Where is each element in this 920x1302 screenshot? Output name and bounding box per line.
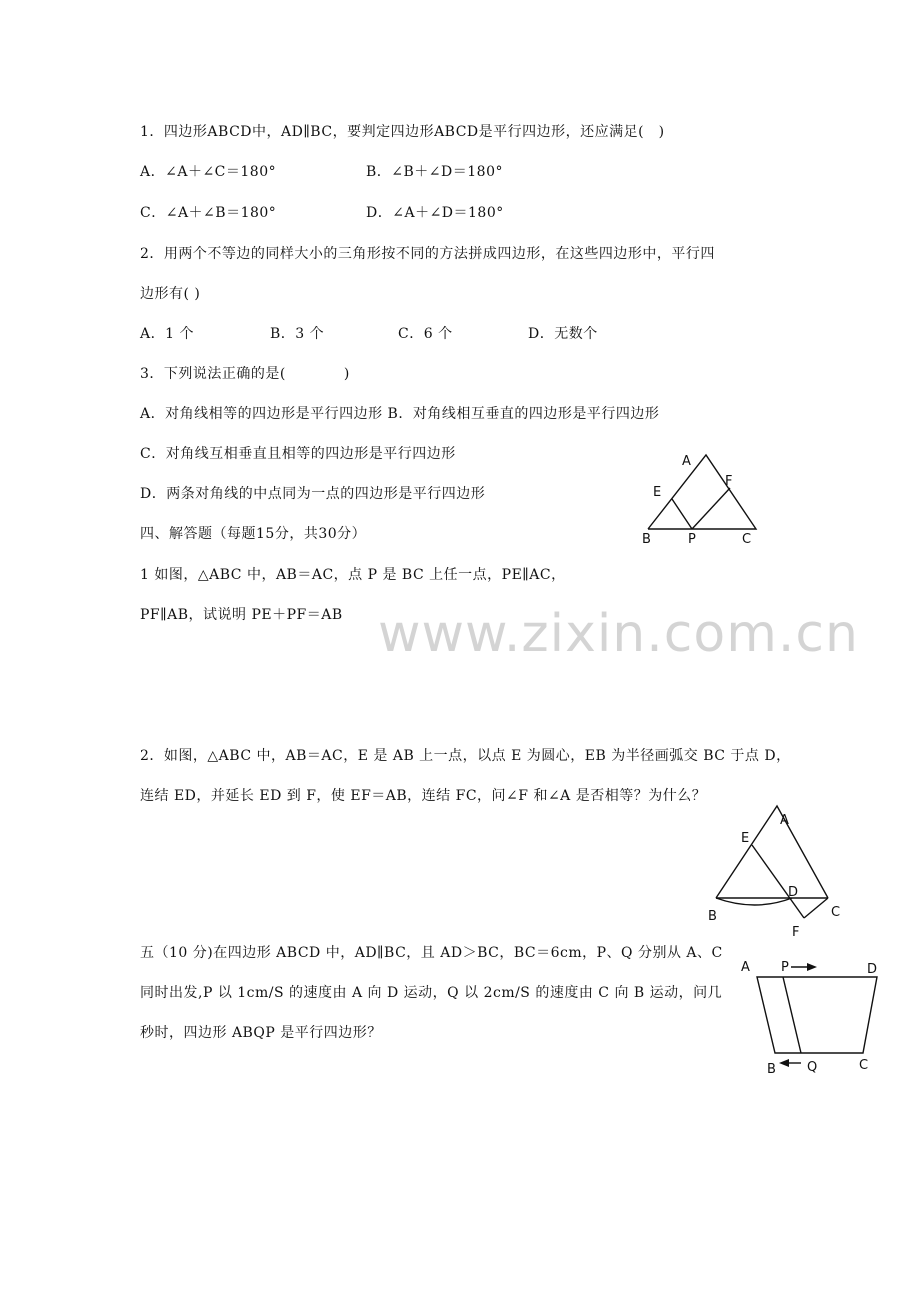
q3-option-ab: A．对角线相等的四边形是平行四边形 B．对角线相互垂直的四边形是平行四边形 [140, 406, 660, 422]
section4-heading: 四、解答题（每题15分，共30分） [140, 526, 367, 542]
figure2-label-e: E [741, 831, 750, 846]
figure2-segment-fc [804, 898, 828, 918]
figure2-label-d: D [788, 885, 799, 900]
figure2-triangle [716, 806, 828, 898]
figure2-label-a: A [780, 813, 789, 828]
q1-option-d: D．∠A＋∠D＝180° [366, 205, 504, 221]
q2-stem-line1: 2．用两个不等边的同样大小的三角形按不同的方法拼成四边形，在这些四边形中，平行四 [140, 246, 715, 262]
figure2-label-f: F [792, 925, 800, 940]
q3-option-d: D．两条对角线的中点同为一点的四边形是平行四边形 [140, 486, 486, 502]
q2-stem-line2: 边形有( ) [140, 286, 201, 302]
figure3-arrow-q-head [779, 1059, 789, 1067]
q3-stem: 3．下列说法正确的是( ) [140, 366, 350, 382]
figure1-segment-pf [692, 488, 730, 529]
figure3-label-c: C [859, 1058, 869, 1073]
figure1-label-a: A [682, 454, 691, 469]
figure1-segment-pe [672, 499, 692, 529]
figure3-label-p: P [781, 960, 789, 975]
q1-option-b: B．∠B＋∠D＝180° [366, 164, 503, 180]
figure1-label-p: P [688, 532, 696, 547]
figure2-label-c: C [831, 905, 841, 920]
section5-line1: 五（10 分)在四边形 ABCD 中，AD∥BC，且 AD＞BC，BC＝6cm，P、Q 分别从 A、C [140, 945, 723, 961]
section5-line2: 同时出发,P 以 1cm/S 的速度由 A 向 D 运动，Q 以 2cm/S 的速度由 C 向 B 运动，问几 [140, 985, 723, 1001]
figure3-label-q: Q [807, 1060, 818, 1075]
figure3-trapezoid [757, 977, 877, 1053]
figure3-label-d: D [867, 962, 878, 977]
q3-option-c: C．对角线互相垂直且相等的四边形是平行四边形 [140, 446, 456, 462]
figure3-segment-pq [783, 977, 801, 1053]
figure2-arc-bd [716, 898, 792, 905]
figure3-arrow-p-head [807, 963, 817, 971]
watermark: www.zixin.com.cn [378, 604, 859, 664]
figure1-label-f: F [725, 474, 733, 489]
figure3-trapezoid-diagram [735, 955, 885, 1080]
figure1-triangle-diagram [630, 445, 770, 555]
figure2-label-b: B [708, 909, 717, 924]
problem2-line2: 连结 ED，并延长 ED 到 F，使 EF＝AB，连结 FC，问∠F 和∠A 是否相等？为什么？ [140, 788, 707, 804]
problem1-line2: PF∥AB，试说明 PE＋PF＝AB [140, 607, 343, 623]
figure3-label-a: A [741, 960, 750, 975]
q2-option-b: B．3 个 [270, 326, 325, 342]
problem1-line1: 1 如图，△ABC 中，AB＝AC，点 P 是 BC 上任一点，PE∥AC， [140, 567, 566, 583]
q2-option-c: C．6 个 [398, 326, 453, 342]
figure1-label-b: B [642, 532, 651, 547]
figure2-triangle-arc-diagram [700, 800, 850, 940]
figure1-label-c: C [742, 532, 752, 547]
q1-option-c: C．∠A＋∠B＝180° [140, 205, 277, 221]
q2-option-d: D．无数个 [528, 326, 598, 342]
problem2-line1: 2．如图，△ABC 中，AB＝AC，E 是 AB 上一点，以点 E 为圆心，EB 为半径画弧交 BC 于点 D， [140, 748, 791, 764]
figure1-label-e: E [653, 485, 662, 500]
section5-line3: 秒时，四边形 ABQP 是平行四边形？ [140, 1025, 382, 1041]
q1-option-a: A．∠A＋∠C＝180° [140, 164, 277, 180]
q2-option-a: A．1 个 [140, 326, 194, 342]
figure2-segment-ef [752, 845, 804, 918]
figure3-label-b: B [767, 1062, 776, 1077]
q1-stem: 1．四边形ABCD中，AD∥BC，要判定四边形ABCD是平行四边形，还应满足( ) [140, 124, 665, 140]
